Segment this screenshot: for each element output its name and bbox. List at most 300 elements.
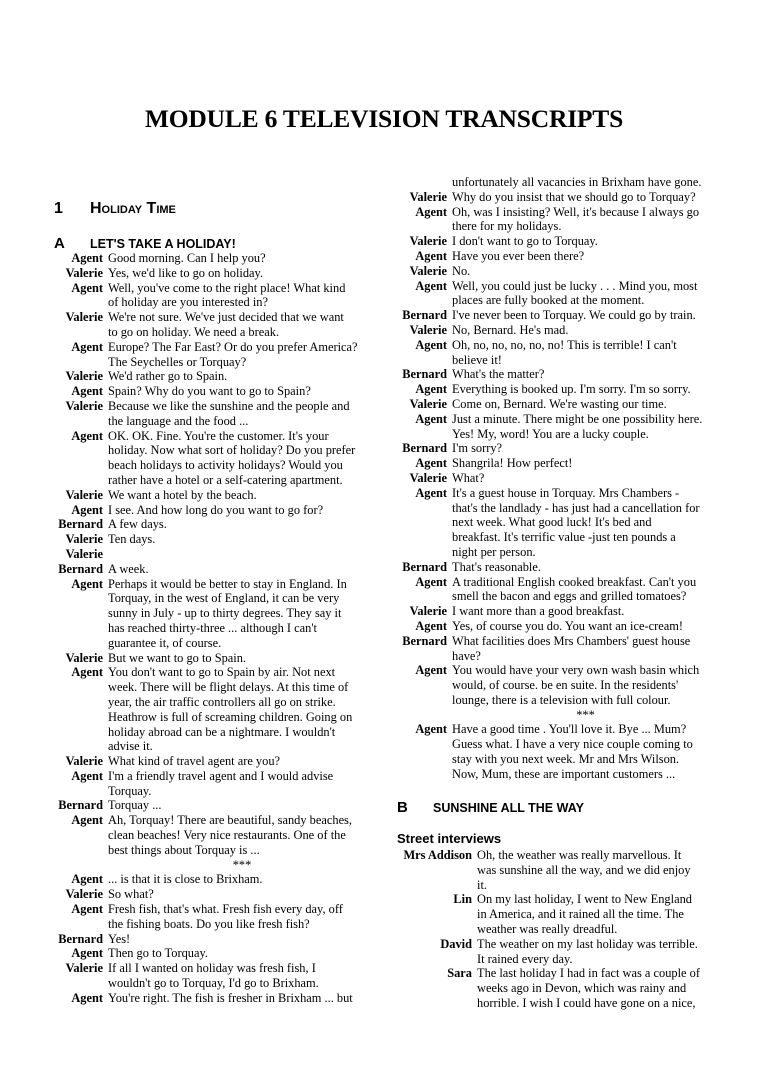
transcript-line [397, 863, 719, 878]
spoken-line: No, Bernard. He's mad. [452, 322, 569, 337]
scene-break: *** [232, 857, 252, 872]
transcript-line [54, 340, 376, 355]
speaker-name: Valerie [409, 189, 447, 204]
speaker-name: Agent [71, 502, 103, 517]
spoken-line: Europe? The Far East? Or do you prefer America? [108, 339, 358, 354]
speaker-name [397, 767, 452, 782]
transcript-line [54, 414, 376, 429]
transcript-line [54, 399, 376, 414]
spoken-line: Then go to Torquay. [108, 946, 208, 961]
speaker-name: Bernard [402, 559, 447, 574]
spoken-line: We'd rather go to Spain. [108, 369, 228, 384]
subsection-b-title: SUNSHINE ALL THE WAY [433, 801, 584, 815]
spoken-line: What kind of travel agent are you? [108, 754, 281, 769]
spoken-line: Oh, no, no, no, no, no! This is terrible! I can't [452, 337, 677, 352]
transcript-line [54, 828, 376, 843]
spoken-line: What's the matter? [452, 367, 545, 382]
speaker-name: Valerie [65, 369, 103, 384]
spoken-line: I want more than a good breakfast. [452, 604, 625, 619]
transcript-line [54, 651, 376, 666]
spoken-line: It's a guest house in Torquay. Mrs Chambers - [452, 485, 680, 500]
transcript-line [397, 353, 719, 368]
spoken-line: have? [452, 648, 481, 663]
spoken-line: Heathrow is full of screaming children. Going on [108, 709, 353, 724]
transcript-line [397, 515, 719, 530]
transcript-line [397, 545, 719, 560]
speaker-name [54, 695, 108, 710]
spoken-line: I'm a friendly travel agent and I would advise [108, 768, 334, 783]
spoken-line: But we want to go to Spain. [108, 650, 247, 665]
spoken-line: ... is that it is close to Brixham. [108, 872, 263, 887]
speaker-name [397, 545, 452, 560]
transcript-line [397, 471, 719, 486]
speaker-name [54, 414, 108, 429]
speaker-name [54, 295, 108, 310]
transcript-line [54, 355, 376, 370]
speaker-name [54, 858, 108, 873]
transcript-line [54, 813, 376, 828]
spoken-line: believe it! [452, 352, 502, 367]
speaker-name [54, 843, 108, 858]
speaker-name: Valerie [409, 322, 447, 337]
speaker-name: Agent [71, 902, 103, 917]
spoken-line: Just a minute. There might be one possibility here. [452, 411, 703, 426]
speaker-name: Agent [415, 411, 447, 426]
transcript-line [397, 323, 719, 338]
transcript-line [397, 382, 719, 397]
speaker-name: Sara [447, 966, 472, 981]
spoken-line: Yes! My, word! You are a lucky couple. [452, 426, 649, 441]
speaker-name: Agent [415, 456, 447, 471]
transcript-line [54, 458, 376, 473]
speaker-name: Lin [453, 892, 472, 907]
transcript-line [397, 619, 719, 634]
spoken-line: lounge, there is a television with full colour. [452, 692, 671, 707]
transcript-line [397, 952, 719, 967]
speaker-name: Agent [71, 384, 103, 399]
transcript-line [397, 308, 719, 323]
transcript-line [397, 922, 719, 937]
speaker-name: Valerie [409, 234, 447, 249]
spoken-line: the language and the food ... [108, 413, 249, 428]
speaker-name [54, 621, 108, 636]
speaker-name [397, 996, 477, 1011]
speaker-name: Agent [71, 251, 103, 265]
transcript-line [397, 981, 719, 996]
speaker-name [54, 828, 108, 843]
transcript-line [54, 636, 376, 651]
transcript-line [397, 175, 719, 190]
speaker-name [397, 952, 477, 967]
transcript-line [54, 577, 376, 592]
spoken-line: Because we like the sunshine and the people and [108, 398, 350, 413]
speaker-name [397, 752, 452, 767]
spoken-line: You don't want to go to Spain by air. Not next [108, 665, 336, 680]
speaker-name [397, 175, 452, 190]
transcript-line [397, 722, 719, 737]
spoken-line: We're not sure. We've just decided that we want [108, 310, 344, 325]
speaker-name: Agent [415, 574, 447, 589]
speaker-name [54, 680, 108, 695]
speaker-name: Bernard [58, 517, 103, 532]
spoken-line: that's the landlady - has just had a cancellation for [452, 500, 700, 515]
spoken-line: beach holidays to activity holidays? Would you [108, 458, 343, 473]
spoken-line: it. [477, 877, 487, 892]
spoken-line: What facilities does Mrs Chambers' guest house [452, 633, 691, 648]
speaker-name [397, 922, 477, 937]
spoken-line: You're right. The fish is fresher in Brixham ... but [108, 990, 353, 1005]
speaker-name [54, 355, 108, 370]
speaker-name: Agent [71, 813, 103, 828]
spoken-line: stay with you next week. Mr and Mrs Wilson. [452, 752, 680, 767]
left-column-transcript [54, 251, 376, 1006]
transcript-line [397, 249, 719, 264]
speaker-name: Agent [415, 722, 447, 737]
speaker-name [54, 725, 108, 740]
speaker-name: Valerie [409, 396, 447, 411]
transcript-line [54, 769, 376, 784]
speaker-name: Agent [71, 665, 103, 680]
speaker-name [397, 515, 452, 530]
speaker-name: Bernard [58, 798, 103, 813]
transcript-line [397, 427, 719, 442]
transcript-line [54, 532, 376, 547]
spoken-line: was sunshine all the way, and we did enjoy [477, 862, 691, 877]
transcript-line [397, 693, 719, 708]
section-number: 1 [54, 200, 63, 217]
spoken-line: OK. OK. Fine. You're the customer. It's your [108, 428, 329, 443]
spoken-line: I'm sorry? [452, 441, 503, 456]
transcript-line [54, 621, 376, 636]
spoken-line: Torquay. [108, 783, 152, 798]
transcript-line [54, 251, 376, 266]
spoken-line: guarantee it, of course. [108, 635, 222, 650]
speaker-name: Bernard [402, 441, 447, 456]
spoken-line: Yes, of course you do. You want an ice-cream! [452, 618, 684, 633]
transcript-line [54, 266, 376, 281]
transcript-line [397, 663, 719, 678]
spoken-line: places are fully booked at the moment. [452, 293, 645, 308]
subsection-b-letter: B [397, 799, 408, 816]
transcript-line [54, 325, 376, 340]
transcript-line [397, 367, 719, 382]
transcript-line [54, 991, 376, 1006]
transcript-line [54, 695, 376, 710]
spoken-line: the fishing boats. Do you like fresh fish? [108, 916, 310, 931]
transcript-line [54, 547, 376, 562]
spoken-line: Oh, the weather was really marvellous. It [477, 848, 682, 862]
speaker-name [397, 353, 452, 368]
transcript-line [54, 784, 376, 799]
transcript-line [397, 412, 719, 427]
speaker-name: David [440, 936, 472, 951]
spoken-line: Fresh fish, that's what. Fresh fish every day, off [108, 902, 343, 917]
spoken-line: Torquay ... [108, 798, 162, 813]
speaker-name: Agent [71, 428, 103, 443]
transcript-line [54, 872, 376, 887]
spoken-line: Well, you could just be lucky . . . Mind you, most [452, 278, 698, 293]
spoken-line: breakfast. It's terrific value -just ten pounds a [452, 530, 676, 545]
speaker-name: Mrs Addison [403, 848, 472, 862]
transcript-line [54, 843, 376, 858]
speaker-name [397, 737, 452, 752]
spoken-line: Why do you insist that we should go to Torquay? [452, 189, 696, 204]
speaker-name [397, 907, 477, 922]
transcript-line [54, 798, 376, 813]
spoken-line: sunny in July - up to thirty degrees. They say it [108, 606, 342, 621]
speaker-name [397, 878, 477, 893]
transcript-line [397, 892, 719, 907]
speaker-name: Agent [415, 618, 447, 633]
spoken-line: What? [452, 470, 485, 485]
transcript-line [397, 219, 719, 234]
transcript-line [54, 310, 376, 325]
speaker-name: Agent [71, 946, 103, 961]
right-column-transcript [397, 175, 719, 782]
transcript-line [397, 878, 719, 893]
transcript-line [397, 752, 719, 767]
spoken-line: week. There will be flight delays. At this time of [108, 680, 349, 695]
speaker-name [397, 501, 452, 516]
transcript-line [397, 501, 719, 516]
speaker-name: Bernard [58, 931, 103, 946]
transcript-line [397, 737, 719, 752]
transcript-line [54, 710, 376, 725]
spoken-line: wouldn't go to Torquay, I'd go to Brixham. [108, 976, 319, 991]
speaker-name [397, 649, 452, 664]
speaker-name [54, 739, 108, 754]
transcript-line [397, 634, 719, 649]
transcript-line [54, 473, 376, 488]
transcript-line [54, 858, 376, 873]
spoken-line: would, of course. be en suite. In the residents' [452, 678, 679, 693]
subsection-a-title: LET'S TAKE A HOLIDAY! [90, 237, 236, 251]
speaker-name [397, 863, 477, 878]
speaker-name [397, 678, 452, 693]
transcript-line [397, 279, 719, 294]
spoken-line: It rained every day. [477, 951, 573, 966]
speaker-name: Valerie [65, 487, 103, 502]
spoken-line: holiday abroad can be a nightmare. I wouldn't [108, 724, 336, 739]
spoken-line: The weather on my last holiday was terrible. [477, 936, 698, 951]
transcript-line [397, 560, 719, 575]
speaker-name: Valerie [65, 650, 103, 665]
street-interviews-transcript [397, 848, 719, 1011]
transcript-line [54, 281, 376, 296]
transcript-line [397, 441, 719, 456]
transcript-line [54, 754, 376, 769]
speaker-name [397, 530, 452, 545]
spoken-line: Come on, Bernard. We're wasting our time. [452, 396, 667, 411]
speaker-name: Valerie [65, 398, 103, 413]
speaker-name [54, 976, 108, 991]
spoken-line: best things about Torquay is ... [108, 842, 260, 857]
transcript-line [54, 369, 376, 384]
spoken-line: I don't want to go to Torquay. [452, 234, 598, 249]
speaker-name: Agent [415, 337, 447, 352]
transcript-line [397, 205, 719, 220]
spoken-line: On my last holiday, I went to New England [477, 892, 692, 907]
transcript-line [397, 530, 719, 545]
speaker-name [397, 981, 477, 996]
speaker-name [54, 606, 108, 621]
speaker-name [54, 591, 108, 606]
spoken-line: weather was really dreadful. [477, 921, 618, 936]
spoken-line: I've never been to Torquay. We could go by train. [452, 308, 696, 323]
section-title: Holiday Time [90, 200, 176, 217]
spoken-line: advise it. [108, 739, 153, 754]
transcript-line [397, 708, 719, 723]
transcript-line [54, 961, 376, 976]
spoken-line: Yes, we'd like to go on holiday. [108, 265, 264, 280]
spoken-line: If all I wanted on holiday was fresh fish, I [108, 961, 316, 976]
speaker-name: Valerie [409, 470, 447, 485]
spoken-line: The last holiday I had in fact was a couple of [477, 966, 700, 981]
spoken-line: of holiday are you interested in? [108, 295, 268, 310]
speaker-name: Agent [71, 872, 103, 887]
transcript-line [397, 397, 719, 412]
speaker-name: Valerie [65, 265, 103, 280]
spoken-line: We want a hotel by the beach. [108, 487, 257, 502]
transcript-line [54, 488, 376, 503]
speaker-name [397, 427, 452, 442]
speaker-name: Valerie [65, 532, 103, 547]
transcript-line [397, 486, 719, 501]
spoken-line: Everything is booked up. I'm sorry. I'm so sorry. [452, 382, 691, 397]
transcript-line [397, 678, 719, 693]
speaker-name: Agent [71, 576, 103, 591]
spoken-line: night per person. [452, 544, 536, 559]
transcript-line [54, 932, 376, 947]
transcript-line [397, 604, 719, 619]
spoken-line: Have you ever been there? [452, 248, 585, 263]
speaker-name: Agent [415, 485, 447, 500]
speaker-name [54, 917, 108, 932]
spoken-line: A week. [108, 561, 149, 576]
transcript-line [397, 338, 719, 353]
spoken-line: has reached thirty-three ... although I can't [108, 620, 318, 635]
spoken-line: Have a good time . You'll love it. Bye ... Mum? [452, 722, 687, 737]
spoken-line: A few days. [108, 517, 167, 532]
spoken-line [108, 547, 376, 562]
transcript-line [54, 725, 376, 740]
speaker-name: Bernard [402, 367, 447, 382]
transcript-line [54, 295, 376, 310]
speaker-name [397, 708, 452, 723]
spoken-line: Spain? Why do you want to go to Spain? [108, 384, 311, 399]
transcript-line [54, 443, 376, 458]
speaker-name [54, 784, 108, 799]
spoken-line: Now, Mum, these are important customers ... [452, 766, 676, 781]
speaker-name [54, 473, 108, 488]
speaker-name: Agent [71, 768, 103, 783]
transcript-line [54, 517, 376, 532]
spoken-line: Well, you've come to the right place! What kind [108, 280, 346, 295]
transcript-line [54, 917, 376, 932]
speaker-name: Agent [415, 248, 447, 263]
spoken-line: Good morning. Can I help you? [108, 251, 266, 265]
transcript-line [54, 384, 376, 399]
speaker-name [397, 219, 452, 234]
spoken-line: I see. And how long do you want to go for? [108, 502, 324, 517]
spoken-line: Torquay, in the west of England, it can be very [108, 591, 340, 606]
speaker-name: Valerie [65, 754, 103, 769]
transcript-line [54, 946, 376, 961]
transcript-line [397, 575, 719, 590]
transcript-line [54, 976, 376, 991]
speaker-name [54, 443, 108, 458]
transcript-line [397, 234, 719, 249]
spoken-line: That's reasonable. [452, 559, 541, 574]
speaker-name: Agent [415, 278, 447, 293]
speaker-name: Bernard [58, 561, 103, 576]
subsection-a-letter: A [54, 235, 65, 252]
transcript-line [54, 429, 376, 444]
speaker-name: Agent [71, 339, 103, 354]
speaker-name: Agent [415, 663, 447, 678]
spoken-line: No. [452, 263, 471, 278]
speaker-name [54, 710, 108, 725]
speaker-name: Valerie [65, 310, 103, 325]
transcript-line [397, 649, 719, 664]
speaker-name: Agent [71, 990, 103, 1005]
page-title: MODULE 6 TELEVISION TRANSCRIPTS [144, 104, 624, 133]
spoken-line: clean beaches! Very nice restaurants. One of the [108, 828, 346, 843]
speaker-name: Valerie [65, 887, 103, 902]
transcript-line [397, 767, 719, 782]
spoken-line: The Seychelles or Torquay? [108, 354, 247, 369]
transcript-line [397, 293, 719, 308]
transcript-line [54, 887, 376, 902]
speaker-name: Valerie [409, 263, 447, 278]
spoken-line: Oh, was I insisting? Well, it's because I always go [452, 204, 700, 219]
spoken-line: Perhaps it would be better to stay in England. In [108, 576, 347, 591]
scene-break: *** [576, 707, 595, 722]
speaker-name [54, 325, 108, 340]
transcript-line [54, 902, 376, 917]
speaker-name: Valerie [65, 961, 103, 976]
spoken-line: Ah, Torquay! There are beautiful, sandy beaches, [108, 813, 352, 828]
speaker-name: Valerie [65, 546, 103, 561]
speaker-name [54, 636, 108, 651]
speaker-name [397, 293, 452, 308]
transcript-line [397, 907, 719, 922]
speaker-name: Agent [415, 382, 447, 397]
transcript-line [54, 606, 376, 621]
spoken-line: So what? [108, 887, 154, 902]
speaker-name: Agent [415, 204, 447, 219]
transcript-line [397, 996, 719, 1011]
transcript-line [397, 848, 719, 863]
speaker-name [54, 458, 108, 473]
transcript-line [54, 562, 376, 577]
transcript-line [54, 591, 376, 606]
transcript-line [397, 456, 719, 471]
spoken-line: Guess what. I have a very nice couple coming to [452, 737, 693, 752]
speaker-name: Valerie [409, 604, 447, 619]
spoken-line: Yes! [108, 931, 131, 946]
spoken-line: weeks ago in Devon, which was rainy and [477, 981, 687, 996]
transcript-line [397, 937, 719, 952]
speaker-name: Bernard [402, 308, 447, 323]
spoken-line: to go on holiday. We need a break. [108, 324, 280, 339]
spoken-line: Shangrila! How perfect! [452, 456, 573, 471]
spoken-line: A traditional English cooked breakfast. Can't you [452, 574, 697, 589]
transcript-line [54, 503, 376, 518]
spoken-line: horrible. I wish I could have gone on a nice, [477, 995, 696, 1010]
speaker-name: Agent [71, 280, 103, 295]
transcript-line [54, 680, 376, 695]
